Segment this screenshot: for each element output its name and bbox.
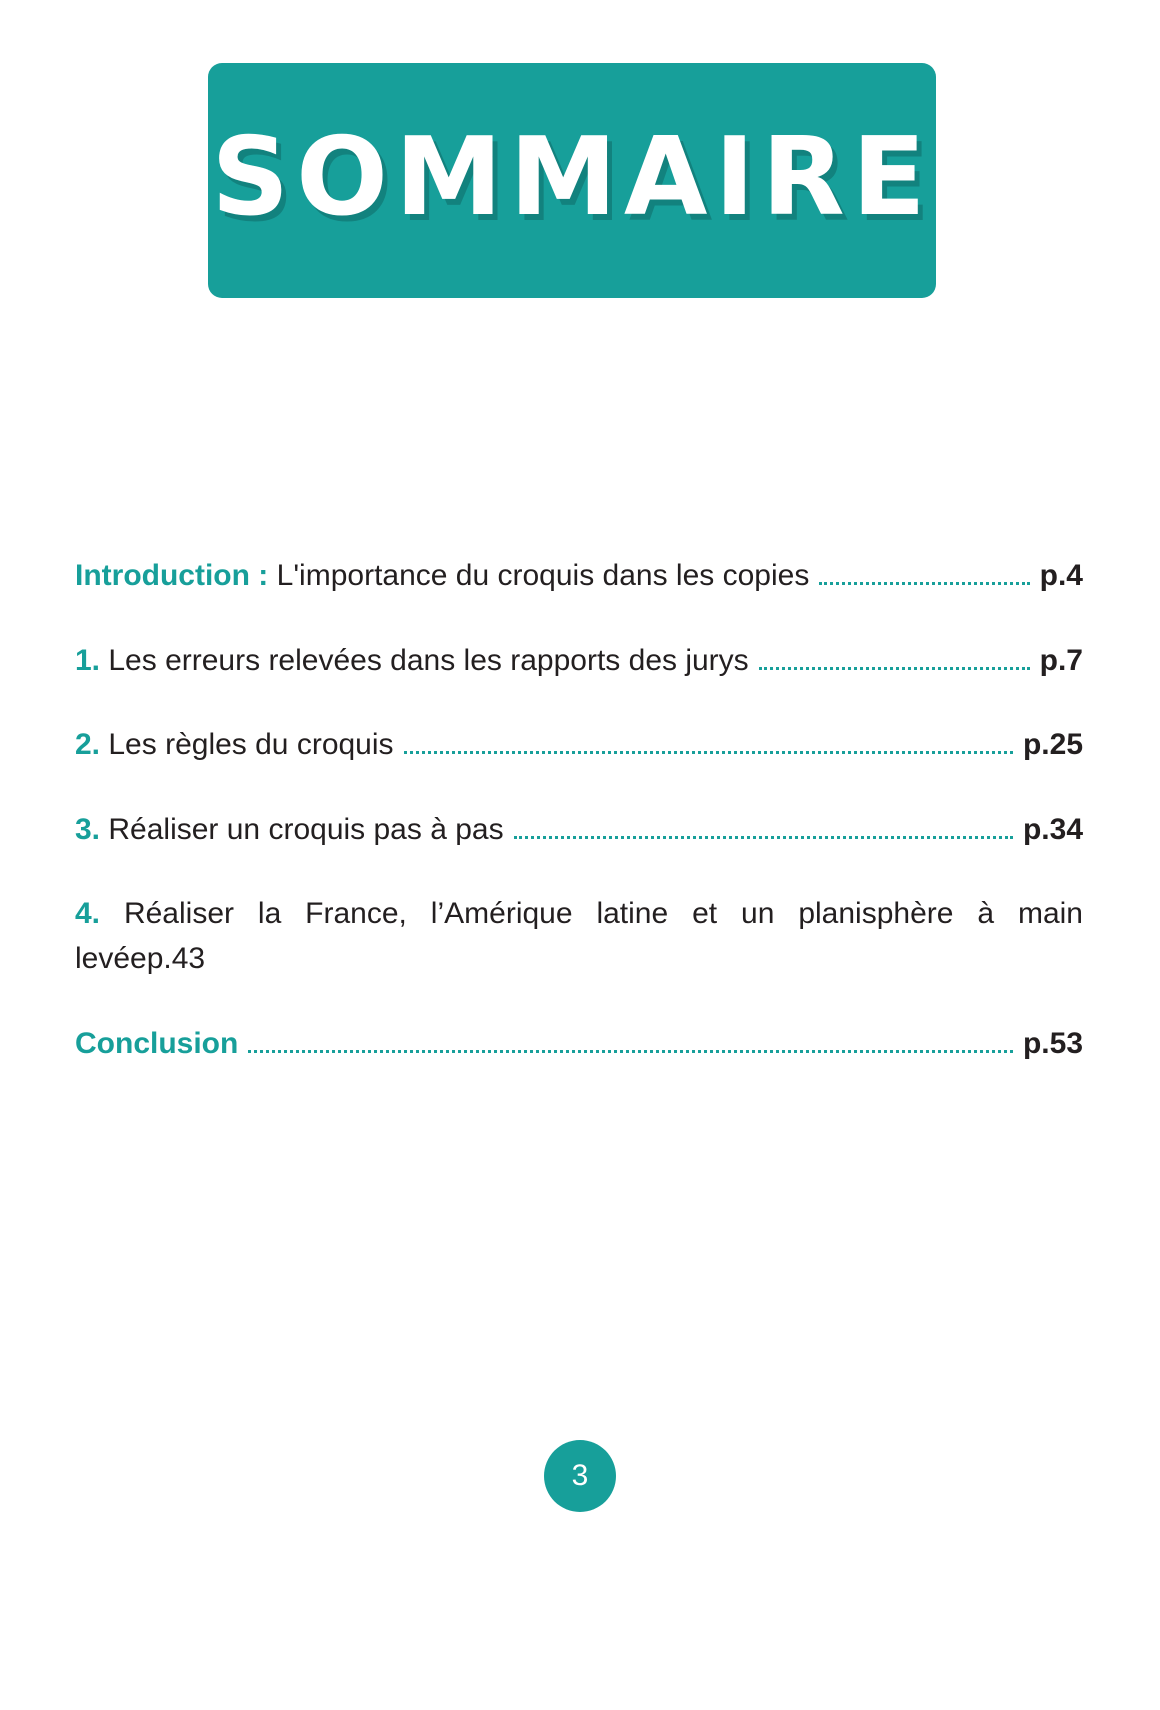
- toc-entry-text: [75, 640, 749, 683]
- toc-entry-text: [75, 555, 809, 598]
- toc-entry-label: 2.: [75, 728, 101, 762]
- dot-leader: [514, 836, 1013, 839]
- toc-entry-page: p.53: [1022, 1026, 1083, 1060]
- toc-entry-title: Les erreurs relevées dans les rapports des jurys: [108, 643, 749, 677]
- toc-entry-line: [75, 555, 1083, 598]
- toc-entry-page: p.7: [1039, 643, 1083, 677]
- toc-entry-1[interactable]: [75, 640, 1083, 683]
- toc-entry-line: [75, 640, 1083, 683]
- toc-entry-line: [75, 809, 1083, 852]
- toc-entry-title: Réaliser la France, l’Amérique latine et un planisphère à main: [123, 897, 1083, 931]
- dot-leader: [759, 667, 1030, 670]
- toc-entry-page: p.34: [1022, 812, 1083, 846]
- toc-entry-label: Introduction :: [75, 559, 269, 592]
- toc-entry-4[interactable]: [75, 893, 1083, 980]
- dot-leader: [404, 751, 1013, 754]
- toc-entry-conclusion[interactable]: [75, 1023, 1083, 1066]
- toc-entry-label: Conclusion: [75, 1026, 239, 1060]
- toc-entry-text: [75, 724, 394, 767]
- table-of-contents: [75, 555, 1083, 1065]
- toc-entry-title: Réaliser un croquis pas à pas: [108, 812, 504, 846]
- toc-entry-title-wrapped: levée: [75, 941, 147, 975]
- toc-entry-page: p.4: [1039, 559, 1083, 592]
- page-title: SOMMAIRE: [211, 114, 933, 240]
- toc-entry-title: Les règles du croquis: [108, 728, 394, 762]
- toc-entry-introduction[interactable]: [75, 555, 1083, 598]
- toc-entry-line: [75, 893, 1083, 980]
- toc-entry-line: [75, 724, 1083, 767]
- sommaire-banner: [208, 63, 936, 298]
- dot-leader: [248, 1050, 1013, 1053]
- toc-entry-text: [75, 809, 504, 852]
- toc-entry-label: 3.: [75, 812, 101, 846]
- toc-entry-2[interactable]: [75, 724, 1083, 767]
- toc-entry-line: [75, 1023, 1083, 1066]
- toc-entry-page: p.43: [146, 941, 206, 975]
- dot-leader: [819, 582, 1029, 585]
- toc-entry-text: [75, 893, 1083, 936]
- toc-entry-label: 4.: [75, 897, 101, 931]
- banner-background: [208, 63, 936, 298]
- toc-entry-page: p.25: [1022, 728, 1083, 762]
- toc-entry-3[interactable]: [75, 809, 1083, 852]
- toc-entry-title: L'importance du croquis dans les copies: [276, 559, 810, 592]
- page-number-text: 3: [571, 1459, 589, 1492]
- page-number-badge: [544, 1440, 616, 1512]
- toc-entry-continuation: [75, 938, 1083, 981]
- toc-entry-label: 1.: [75, 643, 101, 677]
